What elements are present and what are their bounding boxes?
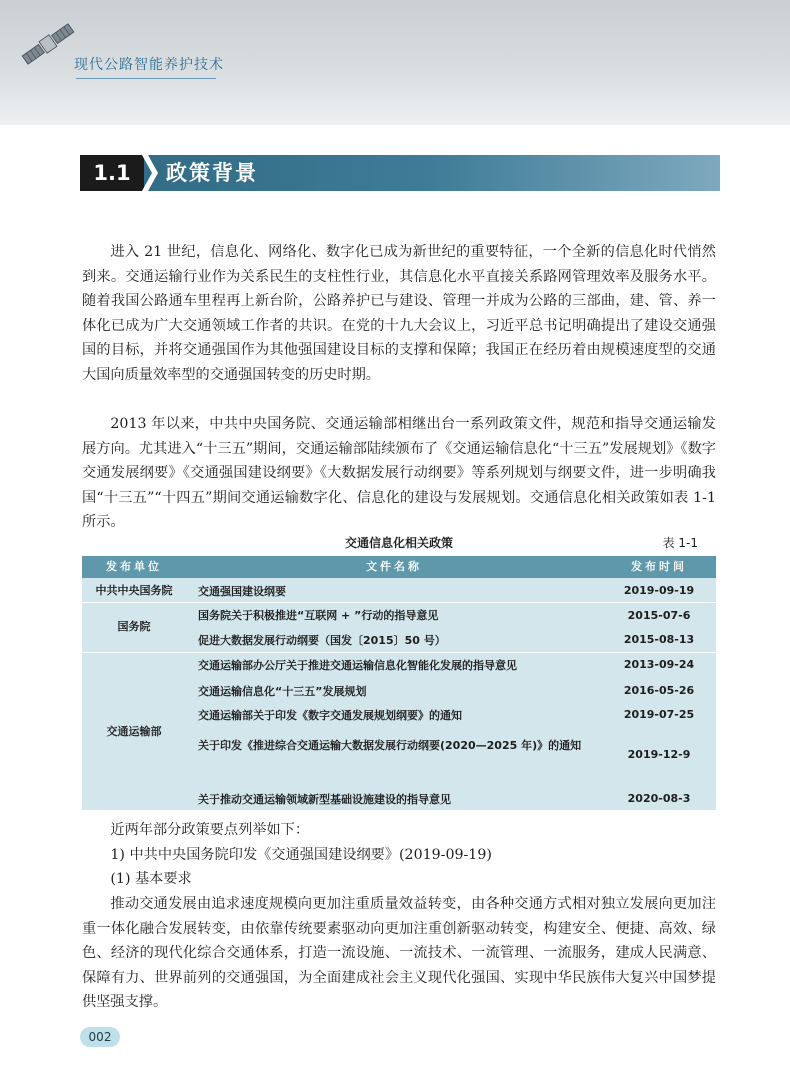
row-divider	[82, 602, 716, 603]
table-caption	[82, 532, 716, 554]
paragraph-requirements: 推动交通发展由追求速度规模向更加注重质量效益转变，由各种交通方式相对独立发展向更加注重一体化融合发展转变，由依靠传统要素驱动向更加注重创新驱动转变，构建安全、便捷、高效、绿色、经济的现代化综合交通体系，打造一流设施、一流技术、一流管理、一流服务，建成人民满意、保障有力、世界前列的交通强国，为全面建成社会主义现代化强国、实现中华民族伟大复兴中国梦提供坚强支撑。	[82, 896, 716, 1011]
paragraph-item-heading: 1) 中共中央国务院印发《交通强国建设纲要》(2019-09-19)	[110, 847, 492, 863]
table-row-document: 国务院关于积极推进“互联网 + ”行动的指导意见	[198, 609, 439, 622]
table-row-document: 关于推动交通运输领域新型基础设施建设的指导意见	[198, 793, 451, 806]
table-label: 表 1-1	[662, 536, 698, 550]
paragraph-intro: 进入 21 世纪，信息化、网络化、数字化已成为新世纪的重要特征，一个全新的信息化时代悄然到来。交通运输行业作为关系民生的支柱性行业，其信息化水平直接关系路网管理效率及服务水平。随着我国公路通车里程再上新台阶，公路养护已与建设、管理一并成为公路的三部曲，建、管、养一体化已成为广大交通领域工作者的共识。在党的十九大会议上，习近平总书记明确提出了建设交通强国的目标，并将交通强国作为其他强国建设目标的支撑和保障；我国正在经历着由规模速度型的交通大国向质量效率型的交通强国转变的历史时期。	[82, 244, 716, 383]
publisher-cell: 交通运输部	[106, 725, 162, 738]
paragraph-list-intro: 近两年部分政策要点列举如下：	[110, 822, 310, 838]
table-row-date: 2016-05-26	[623, 684, 695, 697]
table-title: 交通信息化相关政策	[344, 536, 453, 550]
page-number: 002	[80, 1027, 120, 1047]
table-row-document: 交通运输信息化“十三五”发展规划	[198, 685, 367, 698]
publisher-cell: 国务院	[117, 620, 151, 633]
section-title: 政策背景	[166, 161, 258, 185]
row-divider	[82, 652, 716, 653]
table-header-row	[82, 556, 716, 578]
publisher-cell: 中共中央国务院	[95, 584, 173, 597]
satellite-icon	[18, 14, 78, 74]
table-row-date: 2015-07-6	[627, 609, 691, 622]
table-row-document: 交通强国建设纲要	[198, 585, 286, 598]
paragraph-subheading: (1) 基本要求	[110, 871, 192, 887]
section-number: 1.1	[80, 155, 144, 191]
table-row-date: 2019-07-25	[623, 708, 695, 721]
table-row-document: 促进大数据发展行动纲要（国发〔2015〕50 号）	[198, 634, 446, 647]
table-row-document: 交通运输部关于印发《数字交通发展规划纲要》的通知	[198, 709, 462, 722]
header-date: 发布时间	[631, 560, 687, 573]
table-row-document: 关于印发《推进综合交通运输大数据发展行动纲要(2020—2025 年)》的通知	[198, 739, 582, 752]
paragraph-policy: 2013 年以来，中共中央国务院、交通运输部相继出台一系列政策文件，规范和指导交通运输发展方向。尤其进入“十三五”期间，交通运输部陆续颁布了《交通运输信息化“十三五”发展规划》《数字交通发展纲要》《交通强国建设纲要》《大数据发展行动纲要》等系列规划与纲要文件，进一步明确我国“十三五”“十四五”期间交通运输数字化、信息化的建设与发展规划。交通信息化相关政策如表 1-1 所示。	[82, 416, 716, 531]
table-row-document: 交通运输部办公厅关于推进交通运输信息化智能化发展的指导意见	[198, 659, 517, 672]
header-underline	[76, 78, 216, 79]
header-document: 文件名称	[366, 560, 422, 573]
table-row-date: 2020-08-3	[627, 792, 691, 805]
table-row-date: 2013-09-24	[623, 658, 695, 671]
table-row-date: 2015-08-13	[623, 633, 695, 646]
book-title: 现代公路智能养护技术	[74, 57, 224, 73]
header-publisher: 发布单位	[106, 560, 162, 573]
table-row-date: 2019-09-19	[623, 584, 695, 597]
policy-table	[82, 556, 716, 810]
chevron-right-icon	[142, 155, 158, 191]
table-row-date: 2019-12-9	[627, 748, 691, 761]
